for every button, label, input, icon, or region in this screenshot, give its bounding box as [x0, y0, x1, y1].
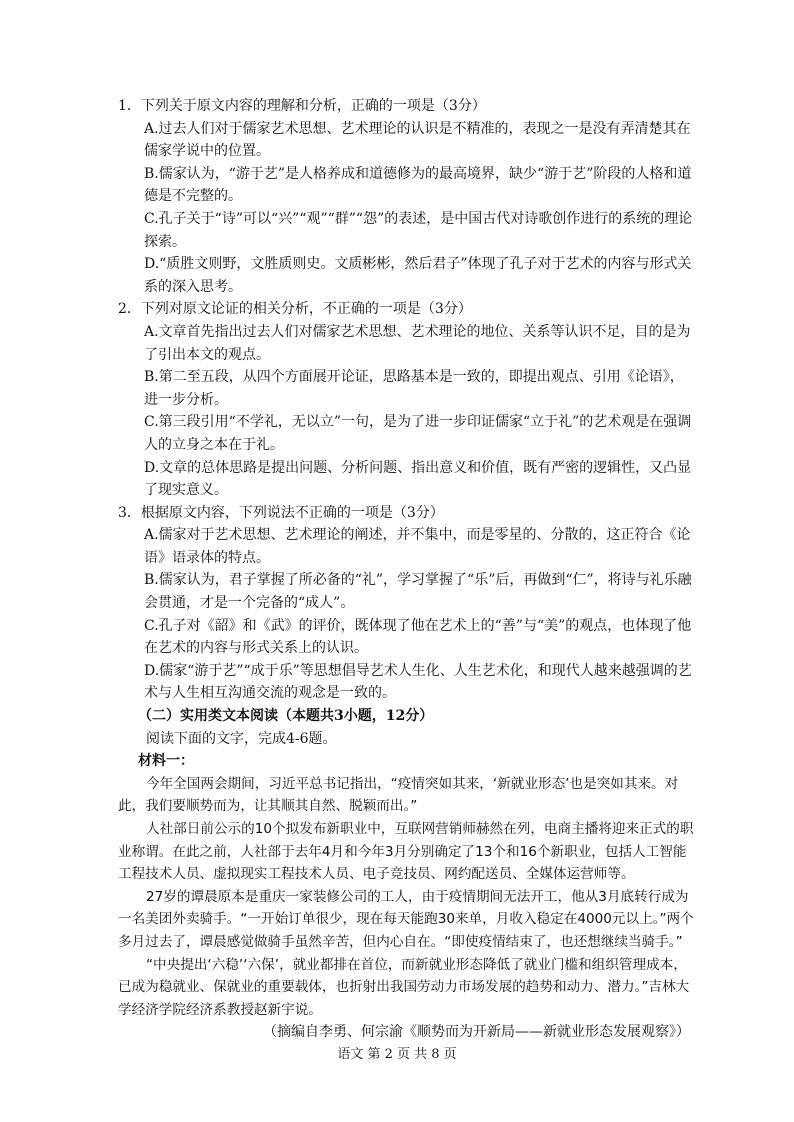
- option-d: D.“质胜文则野，文胜质则史。文质彬彬，然后君子”体现了孔子对于艺术的内容与形式关系的深入思考。: [144, 256, 692, 295]
- option-b: B.儒家认为，“游于艺”是人格养成和道德修为的最高境界，缺少“游于艺”阶段的人格和道德是不完整的。: [144, 165, 692, 205]
- option-c: C.第三段引用“不学礼，无以立”一句，是为了进一步印证儒家“立于礼”的艺术观是在强调人的立身之本在于礼。: [144, 414, 692, 453]
- section-title: （二）实用类文本阅读（本题共3小题，12分）: [138, 708, 434, 725]
- option-b: B.第二至五段，从四个方面展开论证，思路基本是一致的，即提出观点、引用《论语》，进一步分析。: [144, 369, 684, 408]
- question-stem: 3．根据原文内容，下列说法不正确的一项是（3分）: [118, 504, 444, 521]
- question-2: [118, 298, 696, 501]
- option-a: A.过去人们对于儒家艺术思想、艺术理论的认识是不精准的，表现之一是没有弄清楚其在儒家学说中的位置。: [144, 120, 691, 160]
- question-stem: 2．下列对原文论证的相关分析，不正确的一项是（3分）: [118, 301, 472, 318]
- question-3: [118, 502, 696, 705]
- question-stem: 1．下列关于原文内容的理解和分析，正确的一项是（3分）: [118, 98, 486, 114]
- material-body: [118, 773, 696, 1022]
- option-a: A.儒家对于艺术思想、艺术理论的阐述，并不集中，而是零星的、分散的，这正符合《论语》语录体的特点。: [144, 527, 691, 566]
- option-c: C.孔子对《韶》和《武》的评价，既体现了他在艺术上的“善”与“美”的观点，也体现了他在艺术的内容与形式关系上的认识。: [144, 617, 692, 657]
- option-c: C.孔子关于“诗”可以“兴”“观”“群”“怨”的表述，是中国古代对诗歌创作进行的系统的理论探索。: [144, 210, 693, 250]
- material-paragraph: “中央提出‘六稳’‘六保’，就业都排在首位，而新就业形态降低了就业门槛和组织管理成本，已成为稳就业、保就业的重要载体，也折射出我国劳动力市场发展的趋势和动力、潜力。”吉林大学经济学院经济系教授赵新宇说。: [118, 956, 690, 1018]
- material-paragraph: 27岁的谭晨原本是重庆一家装修公司的工人，由于疫情期间无法开工，他从3月底转行成为一名美团外卖骑手。“一开始订单很少，现在每天能跑30来单，月收入稳定在4000元以上。”两个多月过去了，谭晨感觉做骑手虽然辛苦，但内心自在。“即使疫情结束了，也还想继续当骑手。”: [118, 888, 694, 950]
- source-citation: （摘编自李勇、何宗渝《顺势而为开新局——新就业形态发展观察》）: [263, 1024, 690, 1041]
- option-b: B.儒家认为，君子掌握了所必备的“礼”，学习掌握了“乐”后，再做到“仁”，将诗与礼乐融会贯通，才是一个完备的“成人”。: [144, 572, 692, 612]
- material-paragraph: 今年全国两会期间，习近平总书记指出，“疫情突如其来，‘新就业形态’也是突如其来。对此，我们要顺势而为，让其顺其自然、脱颖而出。”: [118, 775, 679, 815]
- option-d: D.文章的总体思路是提出问题、分析问题、指出意义和价值，既有严密的逻辑性，又凸显了现实意义。: [144, 459, 692, 499]
- material-paragraph: 人社部日前公示的10个拟发布新职业中，互联网营销师赫然在列，电商主播将迎来正式的职业称谓。在此之前，人社部于去年4月和今年3月分别确定了13个和16个新职业，包括人工智能工程技术人员、虚拟现实工程技术人员、电子竞技员、网约配送员、全媒体运营师等。: [118, 821, 694, 883]
- page-footer: 语文 第 2 页 共 8 页: [337, 1047, 457, 1062]
- page-content: [118, 95, 696, 1044]
- question-1: [118, 95, 696, 298]
- material-label: 材料一：: [138, 753, 194, 770]
- section-instruction: 阅读下面的文字，完成4-6题。: [146, 730, 337, 747]
- option-d: D.儒家“游于艺”“成于乐”等思想倡导艺术人生化、人生艺术化，和现代人越来越强调的艺术与人生相互沟通交流的观念是一致的。: [144, 662, 692, 702]
- option-a: A.文章首先指出过去人们对儒家艺术思想、艺术理论的地位、关系等认识不足，目的是为了引出本文的观点。: [144, 323, 691, 363]
